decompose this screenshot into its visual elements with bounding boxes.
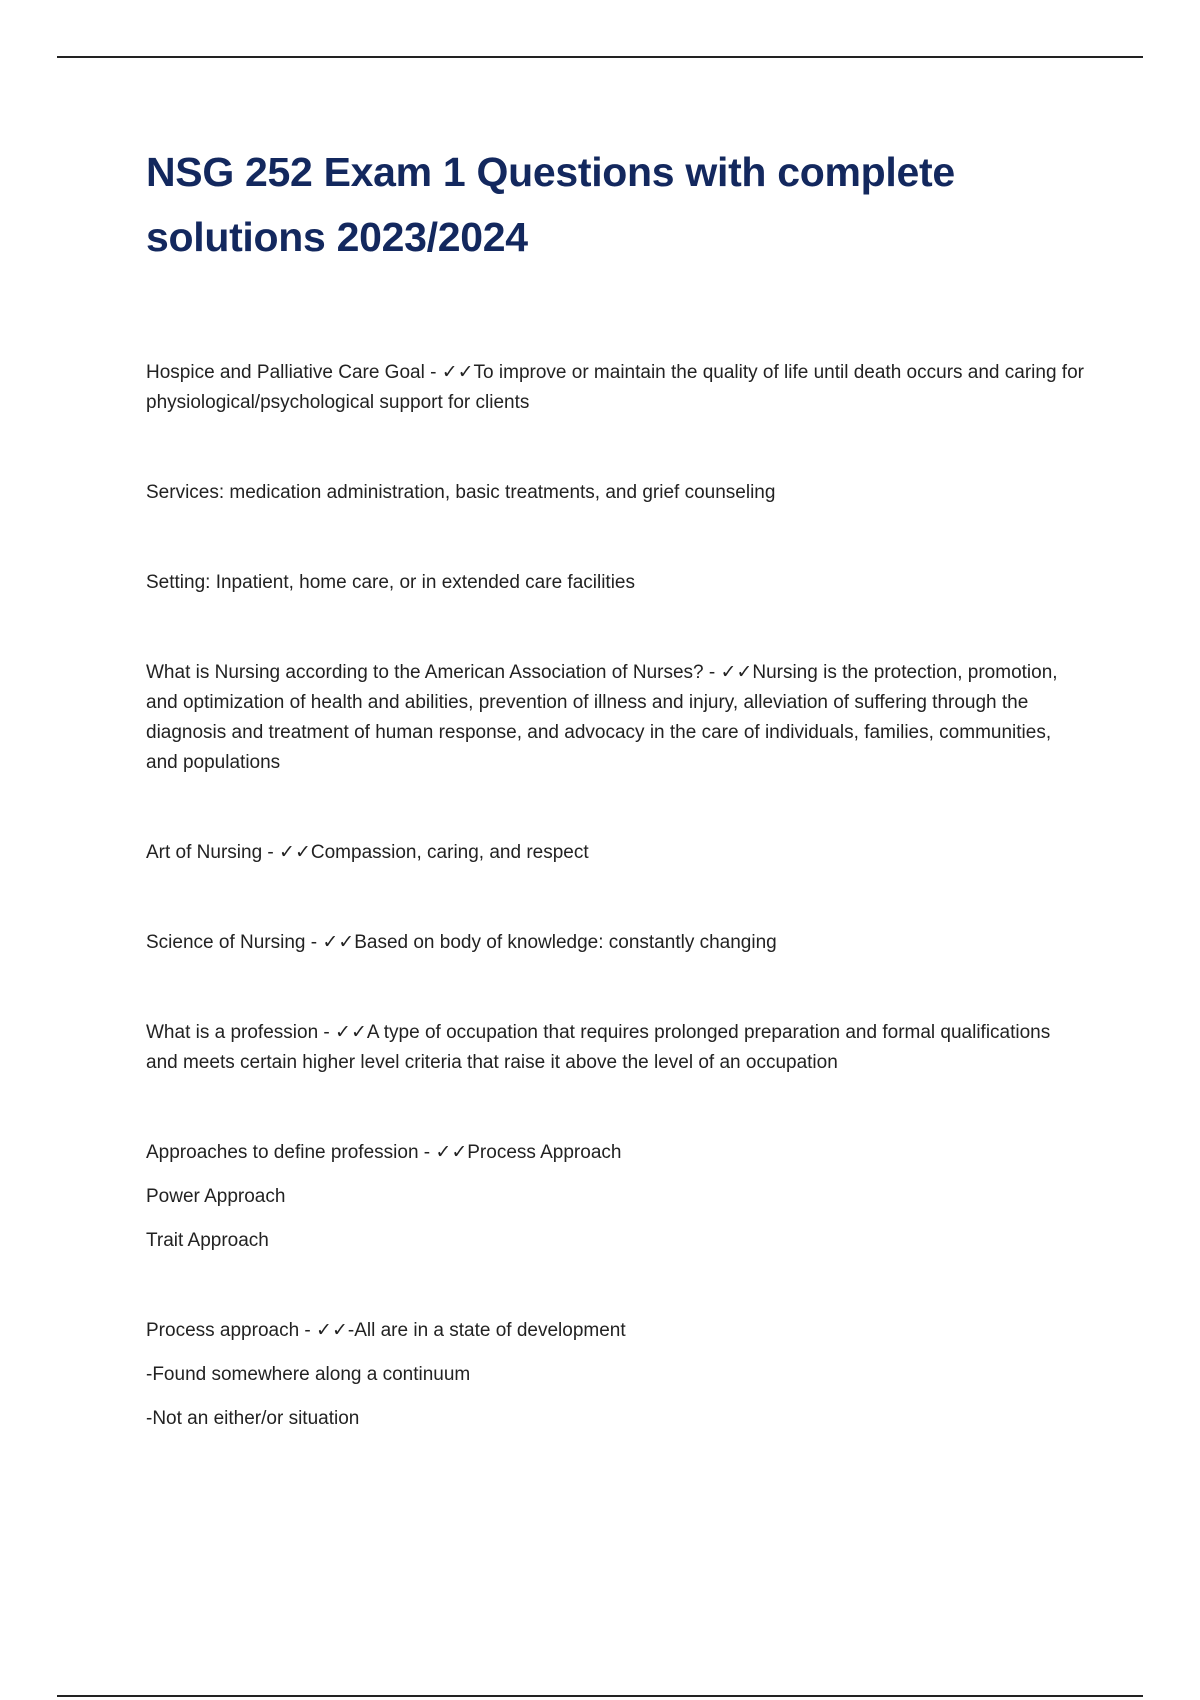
entry-text: Setting: Inpatient, home care, or in extended care facilities — [146, 572, 635, 593]
entry-answer: Compassion, caring, and respect — [310, 842, 589, 863]
entry-continuation: -Found somewhere along a continuum — [146, 1364, 471, 1385]
answer-separator: - ✓✓ — [418, 1142, 468, 1163]
entry-answer: A type of occupation that requires prolonged preparation and formal qualifications and meets certain higher level criteria that raise it above the level of an occupation — [146, 1022, 1051, 1073]
qa-entry — [146, 928, 1086, 958]
entry-line — [146, 1138, 1086, 1168]
qa-entry — [146, 358, 1086, 418]
qa-entry — [146, 1316, 1086, 1434]
qa-list — [146, 358, 1086, 1434]
entry-answer: Based on body of knowledge: constantly changing — [354, 932, 777, 953]
entry-term: Process approach — [146, 1320, 300, 1341]
entry-line — [146, 928, 1086, 958]
entry-line — [146, 658, 1086, 778]
entry-answer: Nursing is the protection, promotion, and optimization of health and abilities, prevention of illness and injury, alleviation of suffering through the diagnosis and treatment of human response, and advocacy in the care of individuals, families, communities, and populations — [146, 662, 1058, 773]
entry-term: Science of Nursing — [146, 932, 306, 953]
title-line-2: solutions 2023/2024 — [146, 214, 528, 260]
answer-separator: - ✓✓ — [305, 932, 355, 953]
document-body — [146, 140, 1086, 1494]
answer-separator: - ✓✓ — [262, 842, 311, 863]
entry-answer: -All are in a state of development — [347, 1320, 626, 1341]
answer-separator: - ✓✓ — [703, 662, 753, 683]
answer-separator: - ✓✓ — [318, 1022, 367, 1043]
entry-line — [146, 1316, 1086, 1346]
entry-term: What is a profession — [146, 1022, 319, 1043]
entry-term: What is Nursing according to the American Association of Nurses? — [146, 662, 704, 683]
entry-term: Hospice and Palliative Care Goal — [146, 362, 425, 383]
document-title — [146, 140, 1086, 270]
qa-entry — [146, 478, 1086, 508]
entry-text: Services: medication administration, basic treatments, and grief counseling — [146, 482, 776, 503]
entry-continuation: Power Approach — [146, 1186, 286, 1207]
qa-entry — [146, 568, 1086, 598]
entry-line — [146, 358, 1086, 418]
qa-entry — [146, 658, 1086, 778]
answer-separator: - ✓✓ — [424, 362, 474, 383]
entry-line — [146, 1018, 1086, 1078]
entry-continuation: Trait Approach — [146, 1230, 269, 1251]
title-line-1: NSG 252 Exam 1 Questions with complete — [146, 149, 955, 195]
qa-entry — [146, 1138, 1086, 1256]
entry-continuation: -Not an either/or situation — [146, 1408, 360, 1429]
answer-separator: - ✓✓ — [299, 1320, 348, 1341]
entry-answer: Process Approach — [467, 1142, 622, 1163]
qa-entry — [146, 1018, 1086, 1078]
footer-rule — [57, 1695, 1143, 1697]
header-rule — [57, 56, 1143, 58]
entry-line — [146, 838, 1086, 868]
entry-answer: To improve or maintain the quality of life until death occurs and caring for physiological/psychological support for clients — [146, 362, 1084, 413]
entry-term: Art of Nursing — [146, 842, 263, 863]
qa-entry — [146, 838, 1086, 868]
entry-term: Approaches to define profession — [146, 1142, 419, 1163]
